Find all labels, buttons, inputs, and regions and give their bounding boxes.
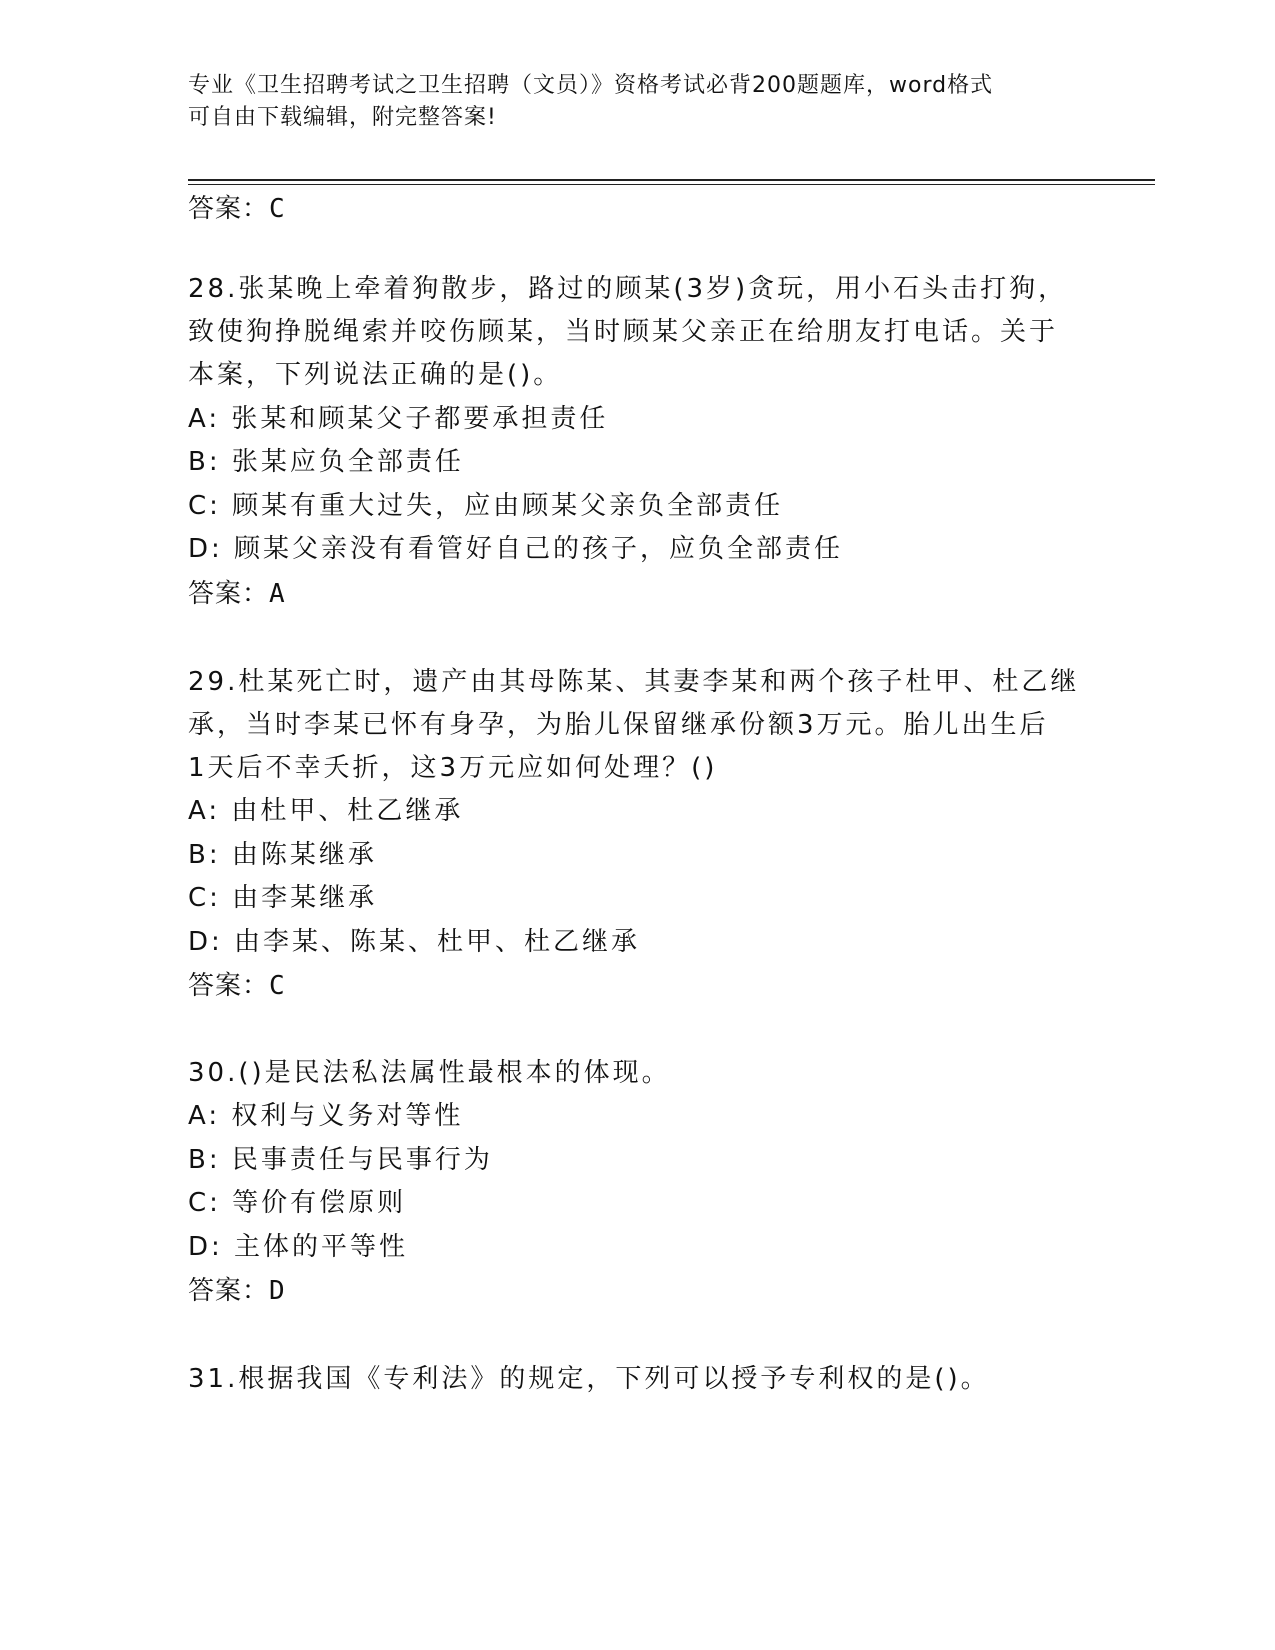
question-stem-line: 28.张某晚上牵着狗散步，路过的顾某(3岁)贪玩，用小石头击打狗， bbox=[188, 274, 1068, 304]
option-d: D: 顾某父亲没有看管好自己的孩子，应负全部责任 bbox=[188, 534, 844, 564]
option-c: C: 等价有偿原则 bbox=[188, 1188, 407, 1218]
header-line-2: 可自由下载编辑，附完整答案! bbox=[188, 105, 497, 130]
option-b: B: 由陈某继承 bbox=[188, 840, 377, 870]
option-a: A: 权利与义务对等性 bbox=[188, 1101, 464, 1131]
question-stem-line: 承，当时李某已怀有身孕，为胎儿保留继承份额3万元。胎儿出生后 bbox=[188, 710, 1049, 740]
option-d: D: 主体的平等性 bbox=[188, 1232, 409, 1262]
question-stem-line: 致使狗挣脱绳索并咬伤顾某，当时顾某父亲正在给朋友打电话。关于 bbox=[188, 317, 1059, 347]
option-b: B: 张某应负全部责任 bbox=[188, 447, 464, 477]
question-stem-line: 本案，下列说法正确的是()。 bbox=[188, 360, 563, 390]
header-rule-thick bbox=[188, 179, 1155, 181]
option-a: A: 由杜甲、杜乙继承 bbox=[188, 796, 464, 826]
answer-line: 答案：A bbox=[188, 579, 286, 609]
document-header bbox=[188, 70, 1088, 134]
option-c: C: 顾某有重大过失，应由顾某父亲负全部责任 bbox=[188, 491, 784, 521]
header-rule-thin bbox=[188, 184, 1155, 185]
question-stem-line: 1天后不幸夭折，这3万元应如何处理？() bbox=[188, 753, 718, 783]
question-stem-line: 29.杜某死亡时，遗产由其母陈某、其妻李某和两个孩子杜甲、杜乙继 bbox=[188, 667, 1080, 697]
option-b: B: 民事责任与民事行为 bbox=[188, 1145, 493, 1175]
answer-line: 答案：C bbox=[188, 194, 286, 224]
option-d: D: 由李某、陈某、杜甲、杜乙继承 bbox=[188, 927, 641, 957]
question-stem-line: 30.()是民法私法属性最根本的体现。 bbox=[188, 1058, 671, 1088]
option-a: A: 张某和顾某父子都要承担责任 bbox=[188, 404, 609, 434]
option-c: C: 由李某继承 bbox=[188, 883, 378, 913]
answer-line: 答案：C bbox=[188, 971, 286, 1001]
question-stem-line: 31.根据我国《专利法》的规定，下列可以授予专利权的是()。 bbox=[188, 1364, 990, 1394]
header-line-1: 专业《卫生招聘考试之卫生招聘（文员）》资格考试必背200题题库，word格式 bbox=[188, 73, 994, 98]
answer-line: 答案：D bbox=[188, 1276, 286, 1306]
